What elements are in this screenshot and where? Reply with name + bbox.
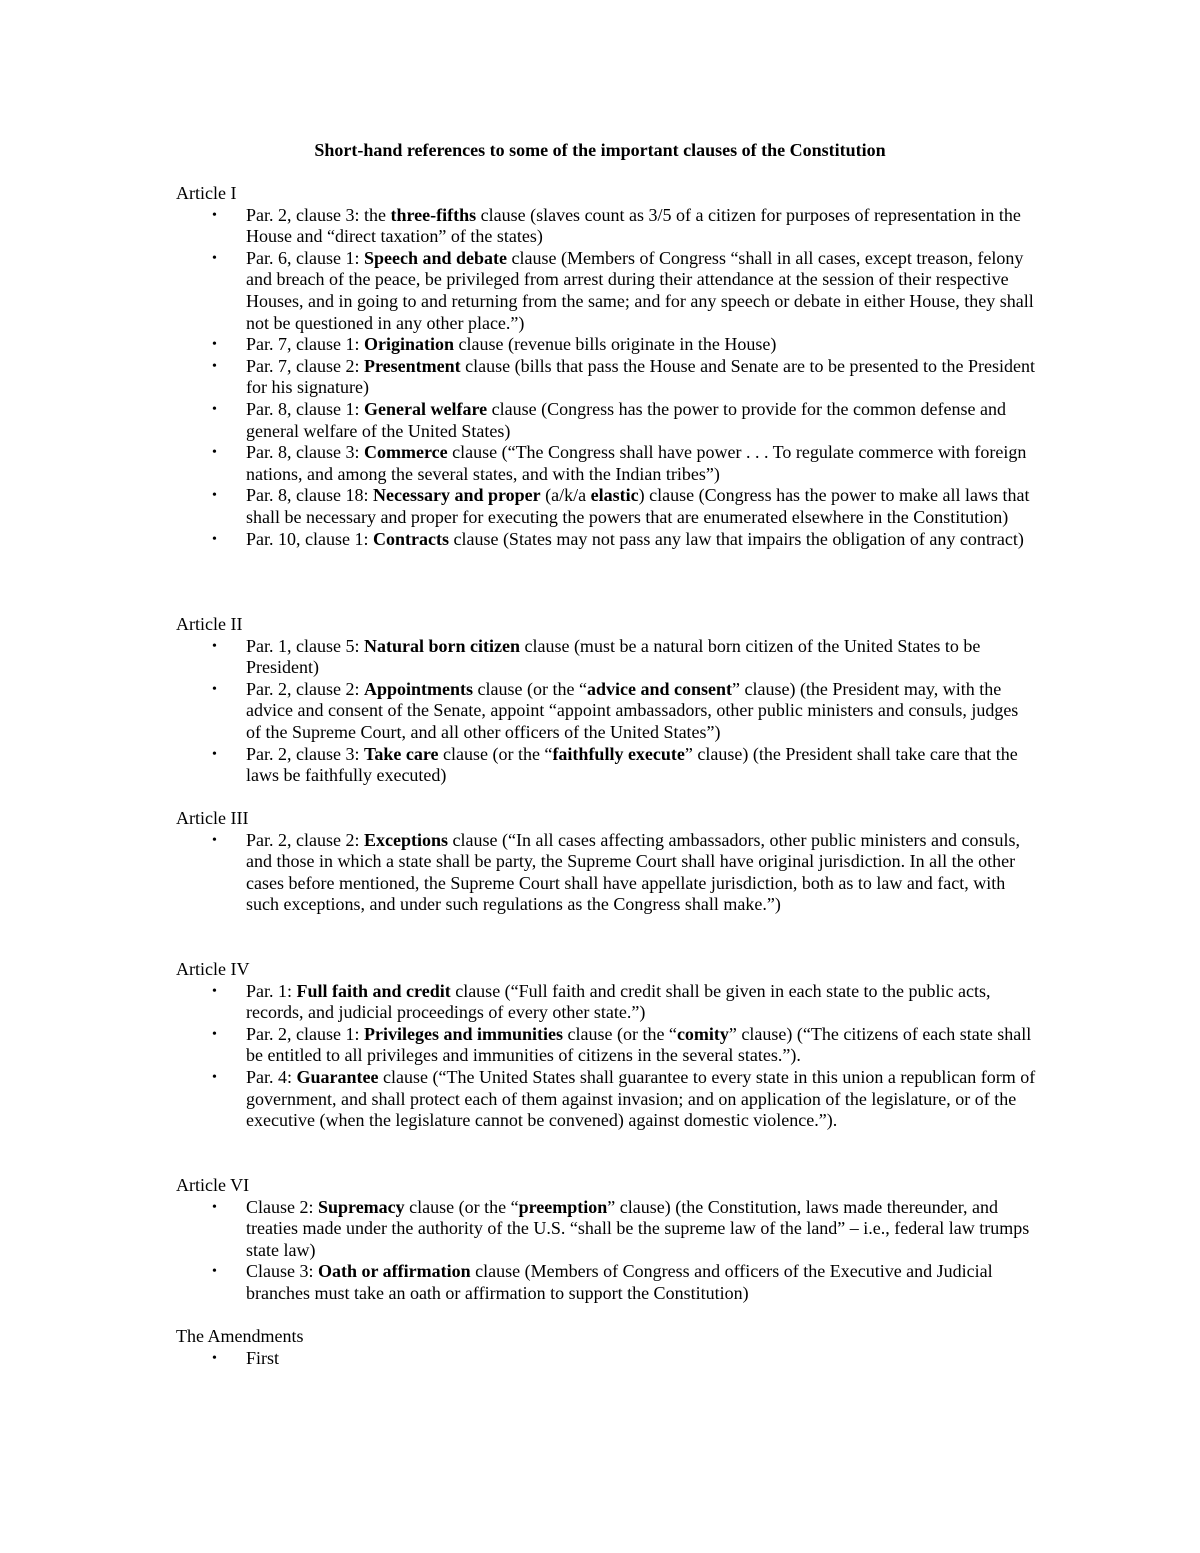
- bullet-icon: •: [212, 207, 217, 223]
- clause-name: Necessary and proper: [372, 485, 541, 506]
- bullet-icon: •: [212, 401, 217, 417]
- clause-reference: Clause 2:: [246, 1196, 318, 1217]
- clause-reference: Par. 1, clause 5:: [246, 635, 364, 656]
- clause-reference: First: [246, 1347, 280, 1368]
- section-article-6: [176, 1175, 1036, 1305]
- clause-name: Presentment: [363, 355, 461, 376]
- clause-connector: clause (or the “: [404, 1196, 519, 1217]
- section-article-3: [176, 808, 1036, 916]
- clause-description: clause (Members of Congress and officers of the Executive and Judicial branches must take an oath or affirmation to support the Constitution): [246, 1261, 993, 1303]
- document-title: Short-hand references to some of the important clauses of the Constitution: [314, 140, 886, 160]
- list-item: [176, 485, 1036, 528]
- clause-reference: Par. 8, clause 3:: [246, 442, 364, 463]
- section-heading: Article VI: [176, 1175, 250, 1195]
- clause-name: Guarantee: [296, 1066, 379, 1087]
- bullet-icon: •: [212, 638, 217, 654]
- clause-alt-name: comity: [676, 1023, 729, 1044]
- list-item: [176, 529, 1036, 551]
- clause-reference: Par. 7, clause 2:: [246, 355, 364, 376]
- list-item: [176, 981, 1036, 1024]
- list-item: [176, 1067, 1036, 1132]
- clause-reference: Par. 6, clause 1:: [246, 247, 364, 268]
- clause-description: ” clause) (the President may, with the advice and consent of the Senate, appoint “appoint ambassadors, other public ministers and consuls, judges of the Supreme Court, and all other officers of the United States”): [246, 678, 1019, 742]
- bullet-icon: •: [212, 1069, 217, 1085]
- bullet-icon: •: [212, 746, 217, 762]
- clause-name: Contracts: [372, 528, 449, 549]
- clause-reference: Par. 4:: [246, 1066, 297, 1087]
- clause-reference: Par. 1:: [246, 980, 297, 1001]
- clause-connector: clause (or the “: [438, 743, 553, 764]
- clause-description: clause (“The Congress shall have power . . . To regulate commerce with foreign nations, and among the several states, and with the Indian tribes”): [246, 442, 1027, 484]
- bullet-icon: •: [212, 250, 217, 266]
- section-heading: Article I: [176, 183, 237, 203]
- list-item: [176, 830, 1036, 916]
- clause-description: clause (slaves count as 3/5 of a citizen for purposes of representation in the House and “direct taxation” of the states): [246, 204, 1021, 247]
- clause-name: General welfare: [363, 398, 488, 419]
- clause-name: Origination: [363, 334, 454, 355]
- clause-description: ” clause) (the President shall take care that the laws be faithfully executed): [246, 743, 1018, 786]
- bullet-icon: •: [212, 983, 217, 999]
- bullet-icon: •: [212, 1350, 217, 1366]
- clause-list: [176, 830, 1036, 916]
- section-amendments: [176, 1326, 1036, 1369]
- clause-description: clause (“The United States shall guarantee to every state in this union a republican form of government, and shall protect each of them against invasion; and on application of the legislature, or of the executive (when the legislature cannot be convened) against domestic violence.”).: [246, 1066, 1036, 1131]
- clause-list: [176, 1197, 1036, 1305]
- clause-description: clause (“In all cases affecting ambassadors, other public ministers and consuls, and those in which a state shall be party, the Supreme Court shall have original jurisdiction. In all the other cases before mentioned, the Supreme Court shall have appellate jurisdiction, both as to law and fact, with such exceptions, and under such regulations as the Congress shall make.”): [246, 829, 1020, 915]
- list-item: [176, 679, 1036, 744]
- list-item: [176, 1024, 1036, 1067]
- clause-name: Full faith and credit: [296, 980, 451, 1001]
- list-item: [176, 442, 1036, 485]
- clause-description: clause (must be a natural born citizen of the United States to be President): [246, 635, 981, 678]
- clause-name: Supremacy: [318, 1196, 405, 1217]
- clause-description: clause (revenue bills originate in the House): [454, 334, 777, 355]
- clause-list: [176, 981, 1036, 1132]
- clause-connector: clause (or the “: [473, 678, 587, 699]
- list-item: [176, 356, 1036, 399]
- bullet-icon: •: [212, 488, 217, 504]
- clause-reference: Par. 7, clause 1:: [246, 334, 364, 355]
- clause-reference: Par. 2, clause 2:: [246, 829, 364, 850]
- clause-name: three-fifths: [390, 204, 477, 225]
- list-item: [176, 1348, 1036, 1370]
- list-item: [176, 334, 1036, 356]
- bullet-icon: •: [212, 1199, 217, 1215]
- clause-name: Privileges and immunities: [363, 1023, 563, 1044]
- clause-name: Exceptions: [363, 829, 448, 850]
- clause-description: ” clause) (the Constitution, laws made thereunder, and treaties made under the authority of the U.S. “shall be the supreme law of the land” – i.e., federal law trumps state law): [246, 1196, 1030, 1260]
- clause-description: clause (Congress has the power to provide for the common defense and general welfare of the United States): [246, 398, 1006, 441]
- clause-list: [176, 636, 1036, 787]
- section-heading: Article III: [176, 808, 249, 828]
- clause-list: [176, 1348, 1036, 1370]
- clause-reference: Par. 2, clause 3:: [246, 743, 364, 764]
- clause-name: Natural born citizen: [363, 635, 520, 656]
- clause-description: clause (Members of Congress “shall in all cases, except treason, felony and breach of the peace, be privileged from arrest during their attendance at the session of their respective Houses, and in going to and returning from the same; and for any speech or debate in either House, they shall not be questioned in any other place.”): [246, 247, 1034, 333]
- clause-name: Commerce: [363, 442, 448, 463]
- clause-name: Take care: [363, 743, 439, 764]
- section-article-4: [176, 959, 1036, 1132]
- bullet-icon: •: [212, 681, 217, 697]
- clause-connector: clause (or the “: [562, 1023, 677, 1044]
- bullet-icon: •: [212, 337, 217, 353]
- list-item: [176, 1261, 1036, 1304]
- section-heading: Article IV: [176, 959, 250, 979]
- clause-alt-name: advice and consent: [586, 678, 732, 699]
- bullet-icon: •: [212, 531, 217, 547]
- bullet-icon: •: [212, 1264, 217, 1280]
- clause-description: ) clause (Congress has the power to make all laws that shall be necessary and proper for executing the powers that are enumerated elsewhere in the Constitution): [246, 485, 1030, 527]
- clause-reference: Par. 2, clause 3: the: [246, 204, 391, 225]
- bullet-icon: •: [212, 445, 217, 461]
- section-heading: The Amendments: [176, 1326, 304, 1346]
- clause-name: Speech and debate: [363, 247, 507, 268]
- clause-connector: (a/k/a: [540, 485, 591, 506]
- clause-description: clause (“Full faith and credit shall be given in each state to the public acts, records, and judicial proceedings of every other state.”): [246, 980, 991, 1023]
- bullet-icon: •: [212, 358, 217, 374]
- clause-list: [176, 205, 1036, 551]
- list-item: [176, 1197, 1036, 1262]
- bullet-icon: •: [212, 832, 217, 848]
- section-article-1: [176, 183, 1036, 550]
- clause-name: Appointments: [363, 678, 474, 699]
- clause-reference: Par. 2, clause 2:: [246, 678, 364, 699]
- list-item: [176, 205, 1036, 248]
- clause-reference: Par. 2, clause 1:: [246, 1023, 364, 1044]
- bullet-icon: •: [212, 1026, 217, 1042]
- list-item: [176, 744, 1036, 787]
- clause-name: Oath or affirmation: [318, 1261, 471, 1282]
- clause-reference: Clause 3:: [246, 1261, 318, 1282]
- clause-reference: Par. 8, clause 18:: [246, 485, 373, 506]
- clause-alt-name: elastic: [590, 485, 639, 506]
- list-item: [176, 636, 1036, 679]
- clause-reference: Par. 10, clause 1:: [246, 528, 373, 549]
- clause-alt-name: faithfully execute: [552, 743, 685, 764]
- clause-description: clause (States may not pass any law that impairs the obligation of any contract): [448, 528, 1024, 549]
- clause-reference: Par. 8, clause 1:: [246, 398, 364, 419]
- list-item: [176, 248, 1036, 334]
- section-article-2: [176, 614, 1036, 787]
- clause-description: ” clause) (“The citizens of each state shall be entitled to all privileges and immunities of citizens in the several states.”).: [246, 1023, 1032, 1066]
- clause-description: clause (bills that pass the House and Senate are to be presented to the President for his signature): [246, 355, 1035, 398]
- clause-alt-name: preemption: [518, 1196, 608, 1217]
- list-item: [176, 399, 1036, 442]
- section-heading: Article II: [176, 614, 243, 634]
